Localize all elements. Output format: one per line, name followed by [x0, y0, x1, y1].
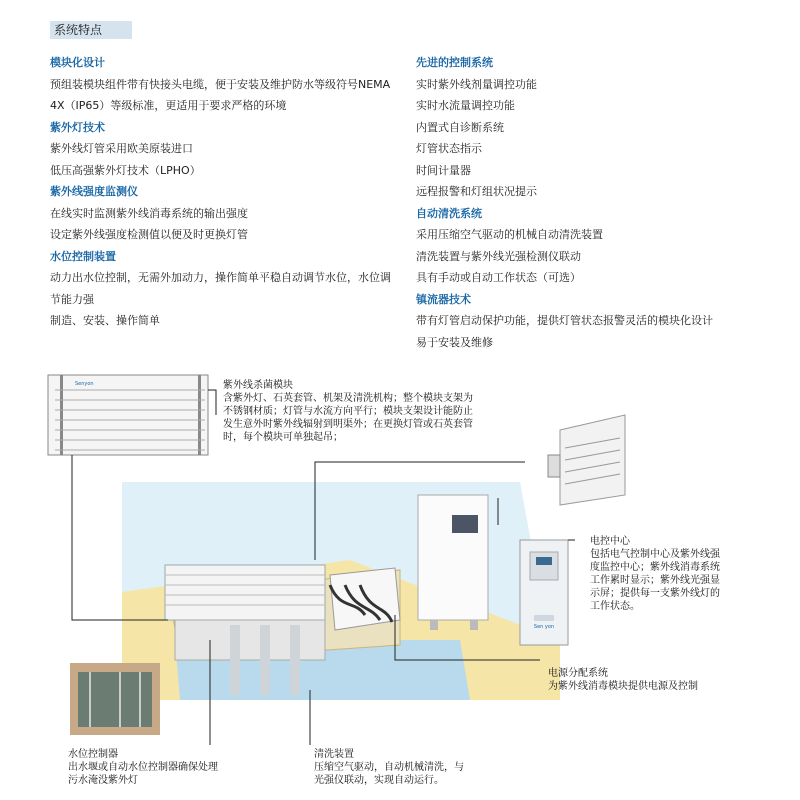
caption-title: 电控中心	[590, 536, 630, 547]
feature-line: 内置式自诊断系统	[416, 120, 504, 134]
caption-uv-module	[223, 379, 473, 444]
module-brand: Senyon	[75, 381, 94, 387]
feature-line: 易于安装及维修	[416, 335, 493, 349]
caption-line: 度监控中心；紫外线消毒系统	[590, 562, 720, 573]
feature-line: 时间计量器	[416, 163, 471, 177]
feature-line: 采用压缩空气驱动的机械自动清洗装置	[416, 228, 603, 241]
feature-heading-uv-lamp: 紫外灯技术	[50, 120, 105, 134]
caption-line: 工作状态。	[590, 601, 640, 612]
water-level-photo	[70, 663, 160, 735]
left-feature-column	[50, 52, 400, 332]
feature-line: 预组装模块组件带有快接头电缆，便于安装及维护防水等级符号NEMA 4X（IP65）等级标准，更适用于要求严格的环境	[50, 77, 391, 112]
caption-title: 清洗装置	[314, 749, 354, 760]
feature-line: 带有灯管启动保护功能，提供灯管状态报警灵活的模块化设计	[416, 314, 713, 327]
feature-heading-uv-monitor: 紫外线强度监测仪	[50, 185, 138, 198]
caption-line: 含紫外灯、石英套管、机架及清洗机构；整个模块支架为	[223, 393, 473, 404]
feature-line: 在线实时监测紫外线消毒系统的输出强度	[50, 206, 248, 220]
feature-heading-control: 先进的控制系统	[416, 56, 493, 69]
feature-line: 具有手动或自动工作状态（可选）	[416, 271, 581, 284]
caption-cleaning	[314, 748, 464, 787]
feature-line: 动力出水位控制，无需外加动力，操作简单平稳自动调节水位，水位调节能力强	[50, 271, 391, 306]
feature-line: 实时紫外线剂量调控功能	[416, 77, 537, 91]
caption-line: 污水淹没紫外灯	[68, 775, 138, 786]
caption-power	[548, 667, 698, 693]
feature-heading-ballast: 镇流器技术	[416, 292, 471, 306]
feature-line: 制造、安装、操作简单	[50, 314, 160, 327]
caption-line: 为紫外线消毒模块提供电源及控制	[548, 681, 698, 692]
caption-water-level	[68, 748, 218, 787]
caption-line: 示屏；提供每一支紫外线灯的	[590, 588, 720, 599]
caption-line: 工作累时显示；紫外线光强显	[590, 575, 720, 586]
feature-line: 设定紫外线强度检测值以便及时更换灯管	[50, 228, 248, 241]
caption-title: 水位控制器	[68, 749, 118, 760]
caption-line: 压缩空气驱动，自动机械清洗，与	[314, 762, 464, 773]
feature-line: 清洗装置与紫外线光强检测仪联动	[416, 249, 581, 263]
caption-title: 紫外线杀菌模块	[223, 380, 293, 391]
feature-line: 远程报警和灯组状况提示	[416, 185, 537, 198]
caption-line: 包括电气控制中心及紫外线强	[590, 549, 720, 560]
caption-line: 出水堰或自动水位控制器确保处理	[68, 762, 218, 773]
caption-line: 不锈钢材质；灯管与水流方向平行；模块支架设计能防止	[223, 406, 473, 417]
uv-module-photo	[48, 375, 208, 455]
caption-line: 时，每个模块可单独起吊；	[223, 432, 343, 443]
rack-photo	[548, 415, 625, 505]
feature-heading-cleaning: 自动清洗系统	[416, 206, 482, 220]
section-title: 系统特点	[50, 21, 132, 39]
control-cabinet	[418, 495, 488, 630]
caption-control-center	[590, 535, 720, 613]
right-feature-column	[416, 52, 786, 353]
feature-heading-modular: 模块化设计	[50, 56, 105, 69]
feature-line: 灯管状态指示	[416, 142, 482, 155]
feature-line: 实时水流量调控功能	[416, 99, 515, 112]
caption-title: 电源分配系统	[548, 668, 608, 679]
feature-line: 低压高强紫外灯技术（LPHO）	[50, 163, 201, 177]
cabinet-brand: Sen yon	[533, 624, 555, 630]
caption-line: 发生意外时紫外线辐射到明渠外；在更换灯管或石英套管	[223, 419, 473, 430]
feature-line: 紫外线灯管采用欧美原装进口	[50, 142, 193, 155]
caption-line: 光强仪联动，实现自动运行。	[314, 775, 444, 786]
feature-heading-water-level: 水位控制装置	[50, 249, 116, 263]
